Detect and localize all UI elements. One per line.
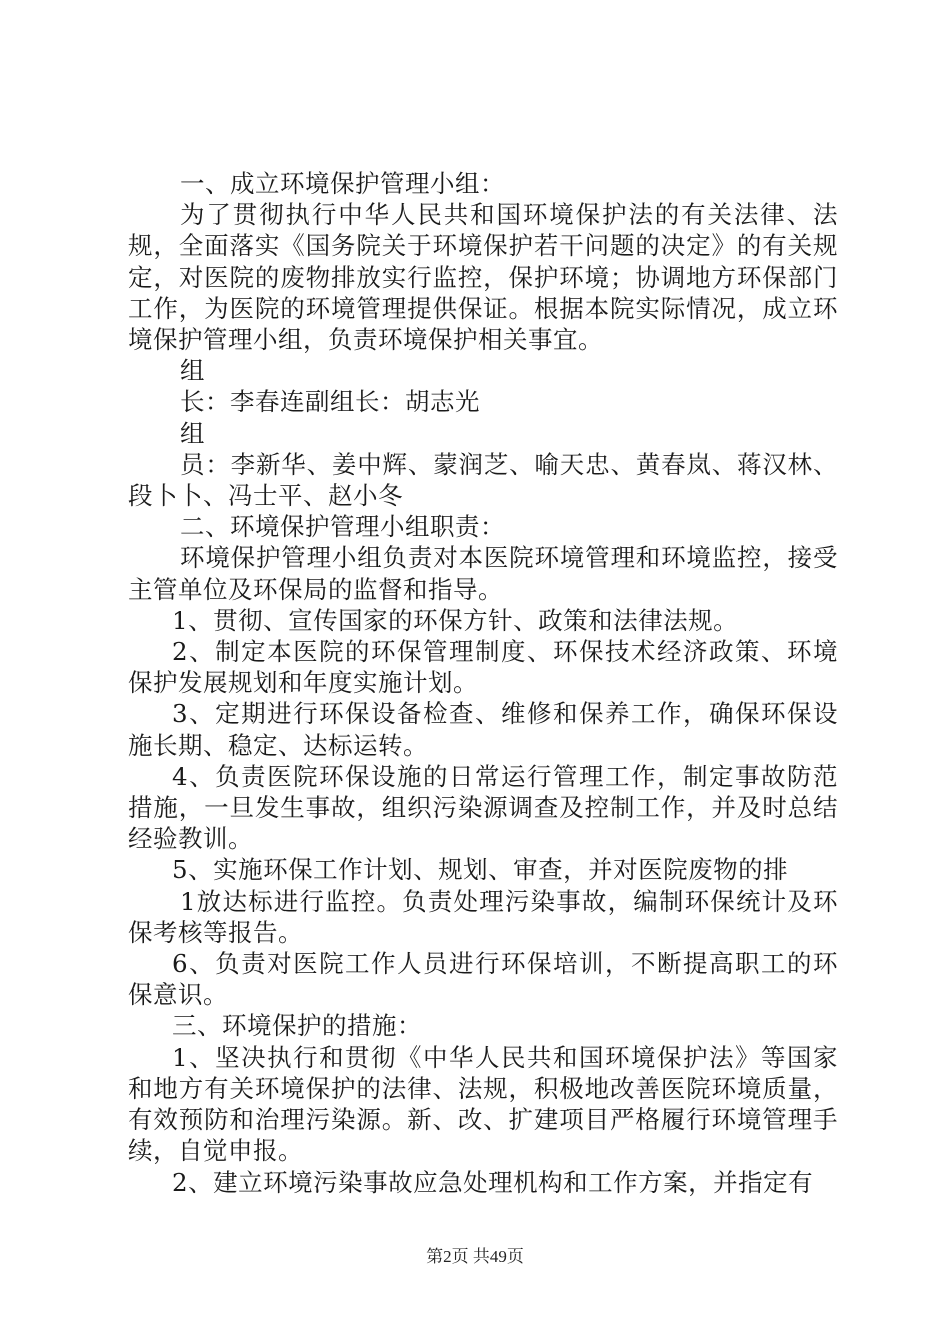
paragraph: 为了贯彻执行中华人民共和国环境保护法的有关法律、法规，全面落实《国务院关于环境保护若干问题的决定》的有关规定，对医院的废物排放实行监控，保护环境；协调地方环保部门工作，为医院的环境管理提供保证。根据本院实际情况，成立环境保护管理小组，负责环境保护相关事宜。	[128, 200, 838, 355]
paragraph: 环境保护管理小组负责对本医院环境管理和环境监控，接受主管单位及环保局的监督和指导。	[128, 543, 838, 604]
page-footer: 第2页 共49页	[426, 1247, 524, 1266]
list-item: 6、负责对医院工作人员进行环保培训，不断提高职工的环保意识。	[128, 949, 838, 1010]
section-heading-1: 一、成立环境保护管理小组：	[180, 169, 505, 198]
paragraph: 员：李新华、姜中辉、蒙润芝、喻天忠、黄春岚、蒋汉林、段卜卜、冯士平、赵小冬	[128, 449, 838, 511]
list-item: 2、建立环境污染事故应急处理机构和工作方案，并指定有	[172, 1167, 814, 1197]
paragraph: 组	[180, 356, 205, 386]
document-body	[128, 168, 838, 1198]
paragraph: 组	[180, 418, 205, 448]
list-item: 3、定期进行环保设备检查、维修和保养工作，确保环保设施长期、稳定、达标运转。	[128, 699, 838, 760]
list-item: 2、制定本医院的环保管理制度、环保技术经济政策、环境保护发展规划和年度实施计划。	[128, 637, 838, 698]
section-heading-3: 三、环境保护的措施：	[172, 1011, 422, 1041]
list-item: 4、负责医院环保设施的日常运行管理工作，制定事故防范措施，一旦发生事故，组织污染源调查及控制工作，并及时总结经验教训。	[128, 761, 838, 854]
list-item: 5、实施环保工作计划、规划、审查，并对医院废物的排	[172, 855, 789, 885]
list-item: 1、贯彻、宣传国家的环保方针、政策和法律法规。	[172, 605, 739, 635]
list-item: 1、坚决执行和贯彻《中华人民共和国环境保护法》等国家和地方有关环境保护的法律、法规，积极地改善医院环境质量，有效预防和治理污染源。新、改、扩建项目严格履行环境管理手续，自觉申报。	[128, 1042, 838, 1166]
section-heading-2: 二、环境保护管理小组职责：	[180, 512, 505, 542]
paragraph: 长：李春连副组长：胡志光	[180, 387, 480, 417]
paragraph: 1放达标进行监控。负责处理污染事故，编制环保统计及环保考核等报告。	[128, 886, 838, 947]
